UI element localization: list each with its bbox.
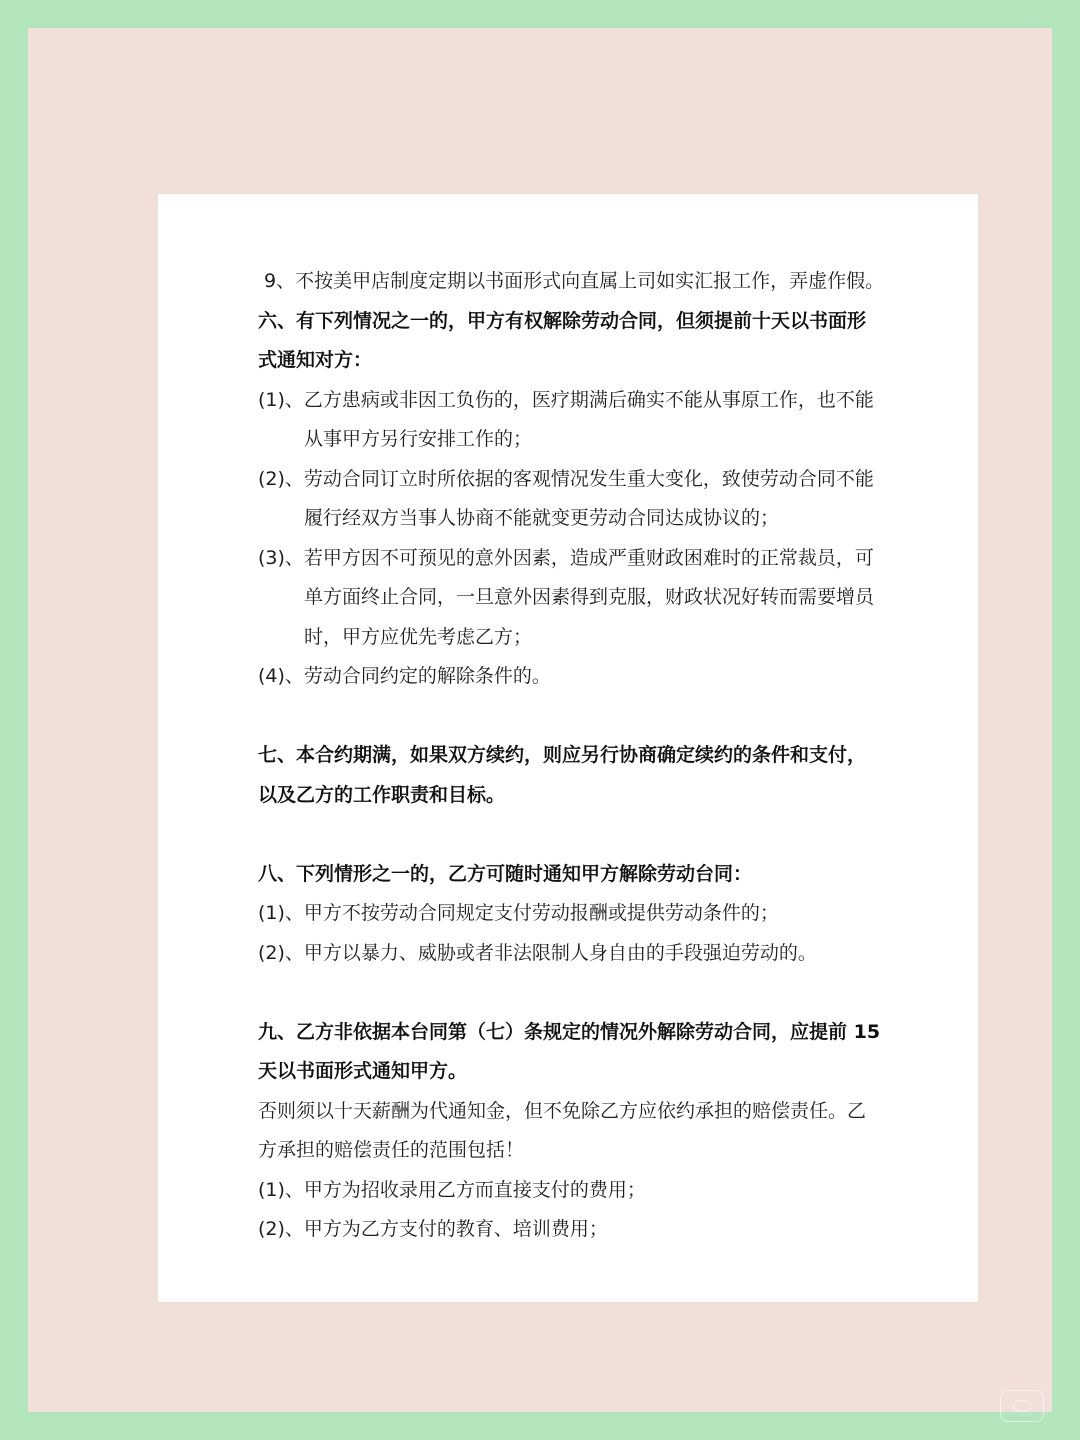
- section-9-heading-line-2: 天以书面形式通知甲方。: [258, 1060, 468, 1082]
- document-sheet: [158, 194, 978, 1302]
- clause-9-item: 9、不按美甲店制度定期以书面形式向直属上司如实汇报工作，弄虚作假。: [264, 270, 885, 292]
- section-6-item-3-continued-2: 时，甲方应优先考虑乙方；: [304, 625, 533, 648]
- section-6-item-2-continued: 履行经双方当事人协商不能就变更劳动合同达成协议的；: [304, 507, 780, 529]
- section-6-item-3-continued-1: 单方面终止合同，一旦意外因素得到克服，财政状况好转而需要增员: [304, 586, 875, 608]
- section-6-item-1-continued: 从事甲方另行安排工作的；: [304, 428, 533, 450]
- section-6-heading-line-2: 式通知对方：: [258, 349, 373, 371]
- section-6-item-2: (2)、劳动合同订立时所依据的客观情况发生重大变化，致使劳动合同不能: [258, 467, 874, 490]
- paragraph-gap: [258, 973, 898, 1013]
- section-9-item-2: (2)、甲方为乙方支付的教育、培训费用；: [258, 1218, 608, 1240]
- section-9-item-1: (1)、甲方为招收录用乙方而直接支付的费用；: [258, 1178, 646, 1201]
- section-6-heading-line-1: 六、有下列情况之一的，甲方有权解除劳动合同，但须提前十天以书面形: [258, 309, 867, 332]
- section-6-item-3: (3)、若甲方因不可预见的意外因素，造成严重财政困难时的正常裁员，可: [258, 546, 874, 569]
- watermark-icon: [1000, 1390, 1044, 1422]
- paragraph-gap: [258, 697, 898, 737]
- page-background: [28, 28, 1052, 1412]
- section-7-heading-line-2: 以及乙方的工作职责和目标。: [258, 783, 506, 806]
- section-8-item-1: (1)、甲方不按劳动合同规定支付劳动报酬或提供劳动条件的；: [258, 902, 779, 924]
- section-9-heading-line-1: 九、乙方非依据本台同第（七）条规定的情况外解除劳动合同，应提前 15: [258, 1020, 881, 1043]
- section-7-heading-line-1: 七、本合约期满，如果双方续约，则应另行协商确定续约的条件和支付，: [258, 744, 867, 766]
- section-6-item-4: (4)、劳动合同约定的解除条件的。: [258, 665, 551, 687]
- section-8-item-2: (2)、甲方以暴力、威胁或者非法限制人身自由的手段强迫劳动的。: [258, 941, 817, 964]
- paragraph-gap: [258, 815, 898, 855]
- contract-text: [258, 262, 898, 1250]
- section-8-heading: 八、下列情形之一的，乙方可随时通知甲方解除劳动台同：: [258, 862, 753, 885]
- section-9-paragraph-line-2: 方承担的赔偿责任的范围包括！: [258, 1139, 525, 1161]
- section-6-item-1: (1)、乙方患病或非因工负伤的，医疗期满后确实不能从事原工作，也不能: [258, 388, 874, 411]
- section-9-paragraph-line-1: 否则须以十天薪酬为代通知金，但不免除乙方应依约承担的赔偿责任。乙: [258, 1099, 867, 1122]
